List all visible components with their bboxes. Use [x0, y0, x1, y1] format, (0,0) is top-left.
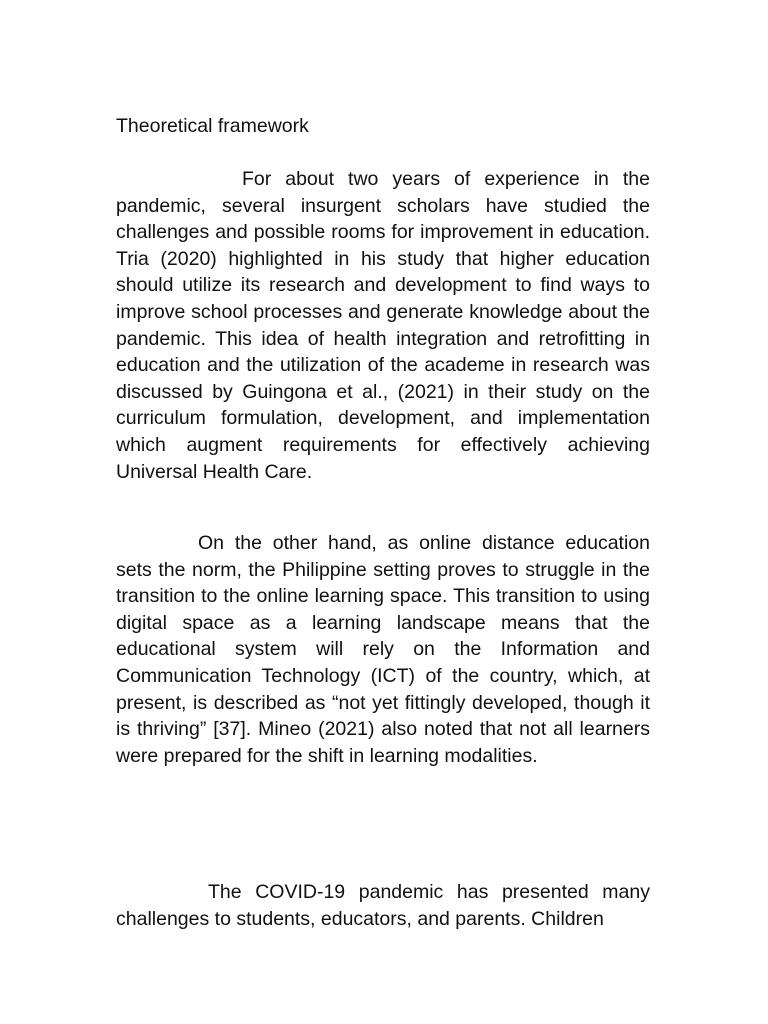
section-heading: Theoretical framework	[116, 115, 309, 137]
paragraph-3: The COVID-19 pandemic has presented many challenges to students, educators, and parents. Children	[116, 881, 650, 930]
paragraph-2: On the other hand, as online distance education sets the norm, the Philippine setting proves to struggle in the transition to the online learning space. This transition to using digital space as a learning landscape means that the educational system will rely on the Information and Communication Technology (ICT) of the country, which, at present, is described as “not yet fittingly developed, though it is thriving” [37]. Mineo (2021) also noted that not all learners were prepared for the shift in learning modalities.	[116, 532, 650, 767]
paragraph-1: For about two years of experience in the pandemic, several insurgent scholars have studied the challenges and possible rooms for improvement in education. Tria (2020) highlighted in his study that higher education should utilize its research and development to find ways to improve school processes and generate knowledge about the pandemic. This idea of health integration and retrofitting in education and the utilization of the academe in research was discussed by Guingona et al., (2021) in their study on the curriculum formulation, development, and implementation which augment requirements for effectively achieving Universal Health Care.	[116, 168, 650, 483]
